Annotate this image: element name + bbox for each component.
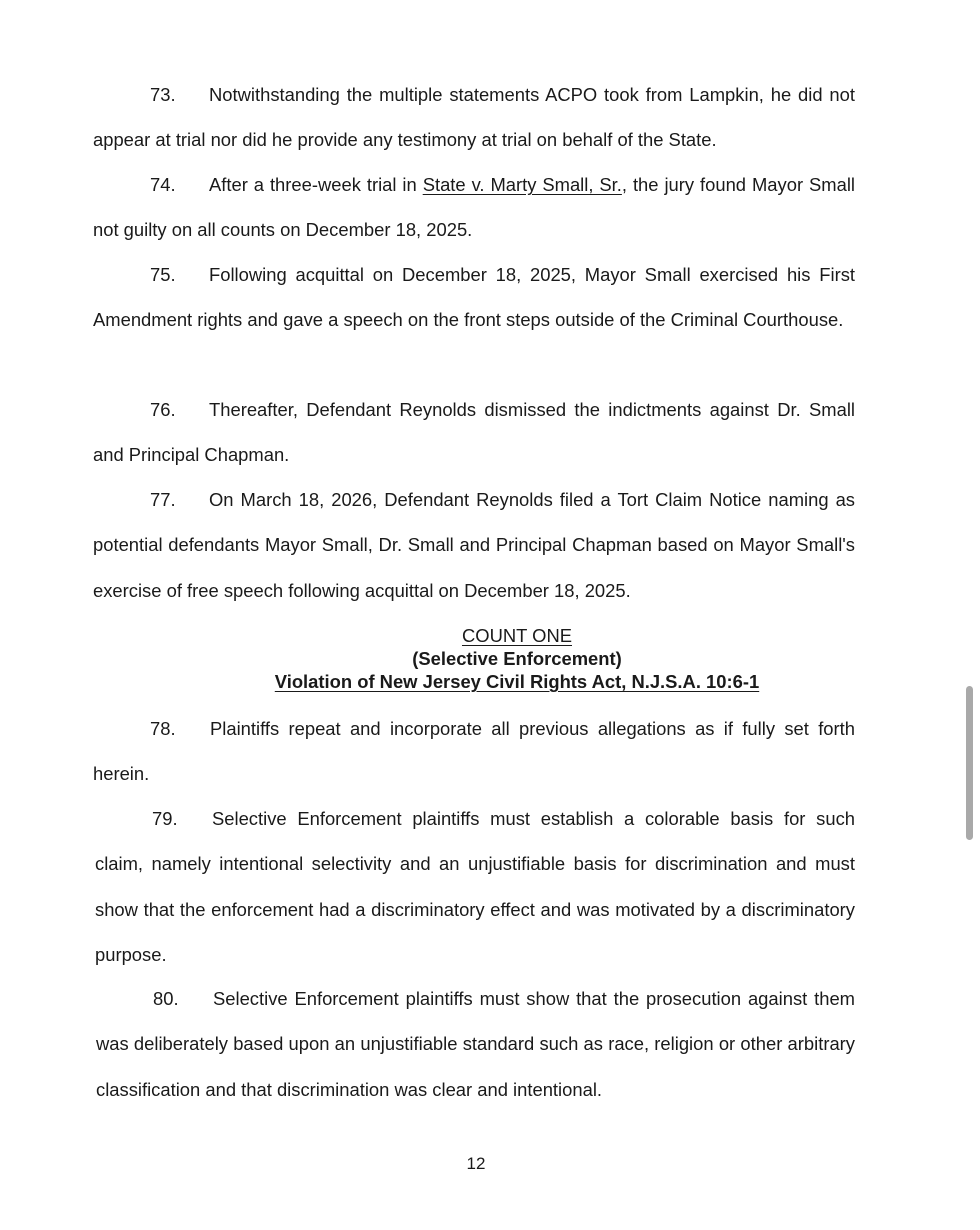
paragraph-text: Plaintiffs repeat and incorporate all previous allegations as if fully set forth herein. — [93, 718, 855, 785]
paragraph-number: 78. — [150, 718, 176, 739]
paragraph-text: , the jury found Mayor Small not guilty on all counts on December 18, 2025. — [93, 174, 855, 241]
paragraph-text: After a three-week trial in — [209, 174, 423, 195]
paragraph-number: 80. — [153, 988, 179, 1009]
paragraph-78 — [93, 706, 855, 797]
paragraph-text: Thereafter, Defendant Reynolds dismissed the indictments against Dr. Small and Principal Chapman. — [93, 399, 855, 466]
paragraph-76 — [93, 387, 855, 478]
page-number: 12 — [466, 1154, 486, 1173]
count-statute: Violation of New Jersey Civil Rights Act, N.J.S.A. 10:6-1 — [274, 671, 760, 692]
paragraph-80 — [96, 976, 855, 1112]
paragraph-text: Following acquittal on December 18, 2025, Mayor Small exercised his First Amendment rights and gave a speech on the front steps outside of the Criminal Courthouse. — [93, 264, 855, 331]
paragraph-75 — [93, 252, 855, 343]
paragraph-77 — [93, 477, 855, 613]
case-citation: State v. Marty Small, Sr. — [422, 174, 622, 195]
paragraph-number: 76. — [150, 399, 176, 420]
paragraph-text: Selective Enforcement plaintiffs must show that the prosecution against them was deliberately based upon an unjustifiable standard such as race, religion or other arbitrary classification and that discrimination was clear and intentional. — [96, 988, 855, 1100]
paragraph-number: 77. — [150, 489, 176, 510]
paragraph-number: 75. — [150, 264, 176, 285]
paragraph-73 — [93, 72, 855, 163]
count-title: COUNT ONE — [461, 625, 572, 646]
paragraph-text: On March 18, 2026, Defendant Reynolds filed a Tort Claim Notice naming as potential defendants Mayor Small, Dr. Small and Principal Chapman based on Mayor Small's exercise of free speech following acquittal on December 18, 2025. — [93, 489, 855, 601]
paragraph-74 — [93, 162, 855, 253]
paragraph-number: 74. — [150, 174, 176, 195]
paragraph-text: Selective Enforcement plaintiffs must establish a colorable basis for such claim, namely intentional selectivity and an unjustifiable basis for discrimination and must show that the enforcement had a discriminatory effect and was motivated by a discriminatory purpose. — [95, 808, 855, 965]
paragraph-number: 73. — [150, 84, 176, 105]
count-subtitle: (Selective Enforcement) — [412, 648, 622, 669]
paragraph-number: 79. — [152, 808, 178, 829]
paragraph-text: Notwithstanding the multiple statements ACPO took from Lampkin, he did not appear at trial nor did he provide any testimony at trial on behalf of the State. — [93, 84, 855, 151]
paragraph-79 — [95, 796, 855, 977]
vertical-scrollbar[interactable] — [966, 686, 973, 840]
